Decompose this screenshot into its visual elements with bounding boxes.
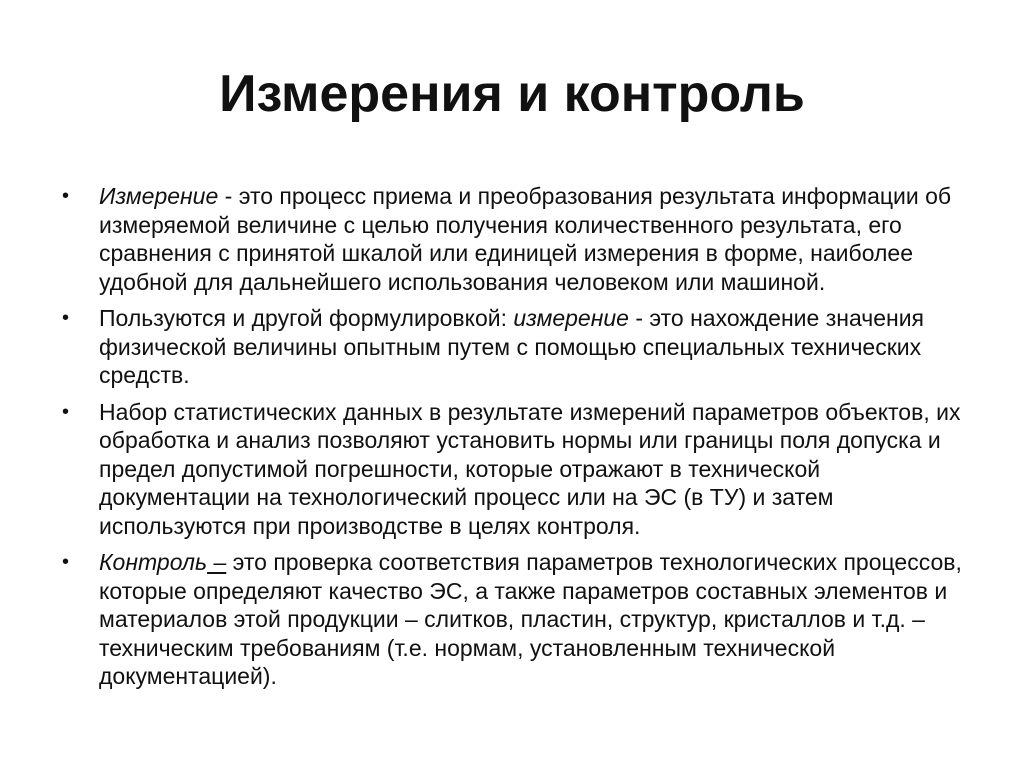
slide-title: Измерения и контроль xyxy=(219,65,805,123)
term-dash: – xyxy=(207,549,227,575)
bullet-marker: • xyxy=(62,307,70,329)
bullet-item-alternative-definition xyxy=(62,304,962,390)
bullet-text: Набор статистических данных в результате измерений параметров объектов, их обработка и анализ позволяют установить нормы или границы поля допуска и предел допустимой погрешности, которые отражают в технической документации на технологический процесс или на ЭС (в ТУ) и затем используются при производстве в целях контроля. xyxy=(99,398,961,539)
bullet-marker: • xyxy=(62,185,70,207)
bullet-item-statistical-data xyxy=(62,398,962,541)
term-control: Контроль xyxy=(99,549,208,575)
bullet-marker: • xyxy=(62,400,70,423)
bullet-text: - это нахождение значения физической величины опытным путем с помощью специальных технических средств. xyxy=(99,305,925,388)
bullet-marker: • xyxy=(62,551,70,573)
term-measurement: Измерение xyxy=(99,183,219,209)
bullet-item-control-definition xyxy=(62,548,962,691)
bullet-text: - это процесс приема и преобразования результата информации об измеряемой величине с целью получения количественного результата, его сравнения с принятой шкалой или единицей измерения в форме, наиболее удобной для дальнейшего использования человеком или машиной. xyxy=(99,183,952,295)
bullet-text: это проверка соответствия параметров технологических процессов, которые определяют качество ЭС, а также параметров составных элементов и материалов этой продукции – слитков, пластин, структур, кристаллов и т.д. – техническим требованиям (т.е. нормам, установленным технической документацией). xyxy=(99,549,962,689)
term-measurement-alt: измерение xyxy=(513,305,629,331)
bullet-list xyxy=(62,182,962,699)
bullet-item-measurement-definition xyxy=(62,182,962,296)
bullet-lead-text: Пользуются и другой формулировкой: xyxy=(99,305,514,331)
